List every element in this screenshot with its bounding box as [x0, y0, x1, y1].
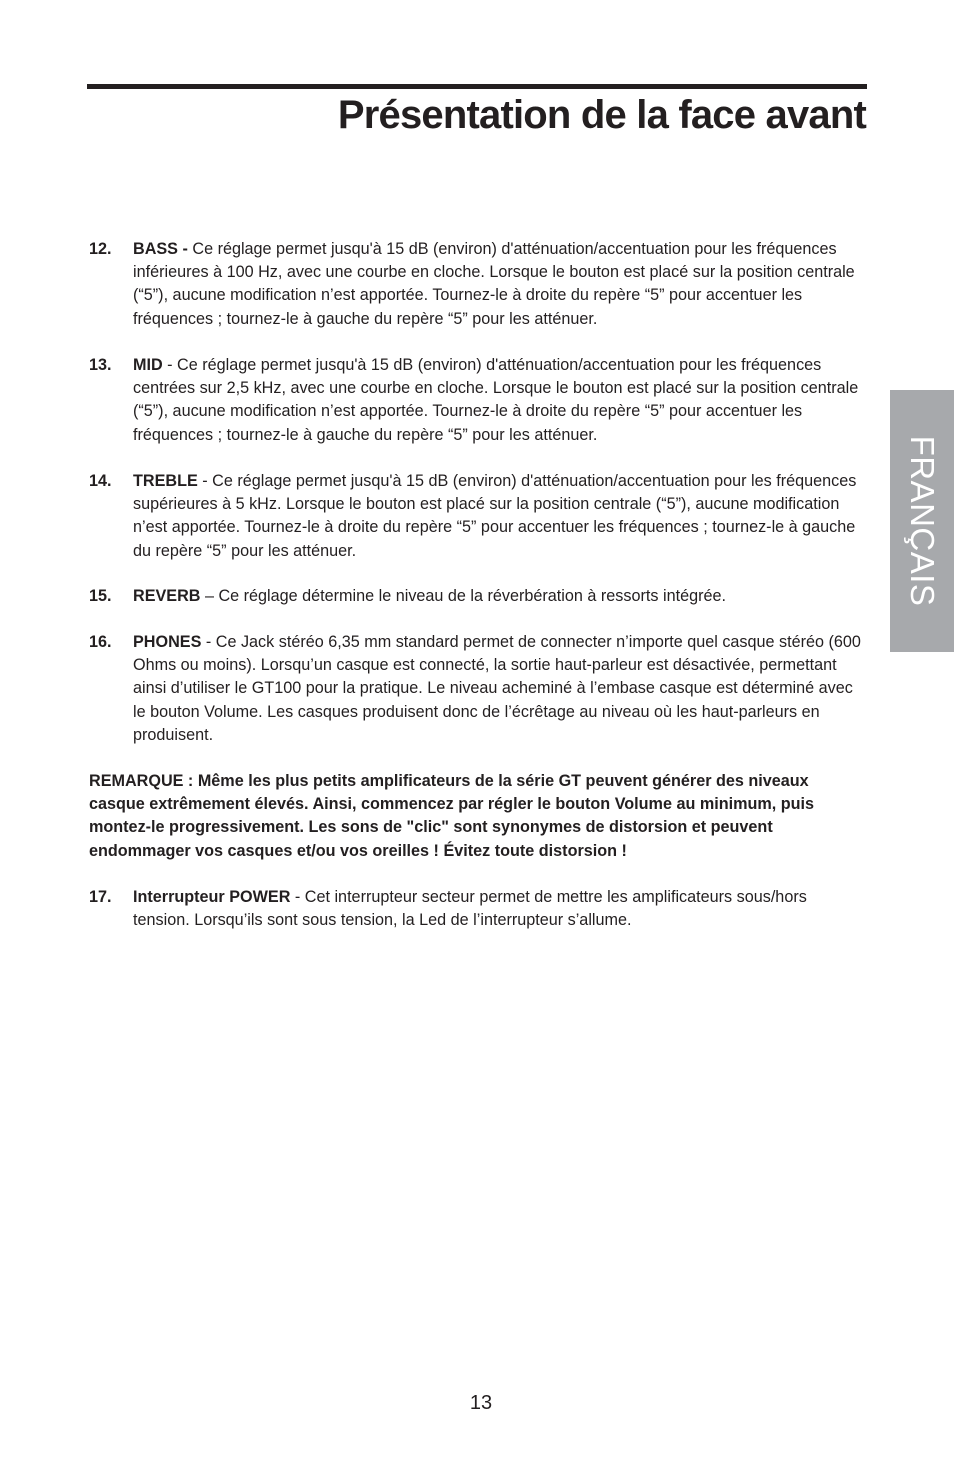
item-term: REVERB: [133, 587, 201, 605]
list-item-phones: [89, 631, 867, 747]
item-number: 15.: [89, 587, 112, 605]
item-body: [133, 238, 867, 331]
item-term: PHONES: [133, 633, 202, 651]
item-text: – Ce réglage détermine le niveau de la réverbération à ressorts intégrée.: [200, 587, 726, 605]
header-rule: [87, 84, 867, 89]
warning-note: REMARQUE : Même les plus petits amplificateurs de la série GT peuvent générer des niveaux casque extrêmement élevés. Ainsi, commencez par régler le bouton Volume au minimum, puis montez-le progressivement. Les sons de "clic" sont synonymes de distorsion et peuvent endommager vos casques et/ou vos oreilles ! Évitez toute distorsion !: [89, 772, 815, 860]
list-item-power: [89, 886, 867, 932]
item-body: [133, 631, 867, 747]
item-text: - Ce Jack stéréo 6,35 mm standard permet de connecter n’importe quel casque stéréo (600 Ohms ou moins). Lorsqu’un casque est connecté, la sortie haut-parleur est désactivée, permettant ainsi d’utiliser le GT100 pour la pratique. Le niveau acheminé à l’embase casque est déterminé avec le bouton Volume. Les casques produisent donc de l’écrêtage au niveau où les haut-parleurs en produisent.: [133, 633, 861, 744]
list-item-treble: [89, 470, 867, 563]
item-text: - Cet interrupteur secteur permet de mettre les amplificateurs sous/hors tension. Lorsqu’ils sont sous tension, la Led de l’interrupteur s’allume.: [133, 888, 807, 930]
page-title: Présentation de la face avant: [337, 93, 866, 137]
list-item-bass: [89, 238, 867, 331]
item-term: TREBLE: [133, 472, 198, 490]
item-text: - Ce réglage permet jusqu'à 15 dB (environ) d'atténuation/accentuation pour les fréquences supérieures à 5 kHz. Lorsque le bouton est placé sur la position centrale (“5”), aucune modification n’est apportée. Tournez-le à droite du repère “5” pour accentuer les fréquences ; tournez-le à gauche du repère “5” pour les atténuer.: [133, 472, 857, 560]
page-number: 13: [469, 1392, 493, 1414]
item-term: MID: [133, 356, 163, 374]
item-body: [133, 886, 867, 932]
list-item-mid: [89, 354, 867, 447]
item-body: [133, 470, 867, 563]
item-body: [133, 585, 867, 608]
item-text: Ce réglage permet jusqu'à 15 dB (environ) d'atténuation/accentuation pour les fréquences inférieures à 100 Hz, avec une courbe en cloche. Lorsque le bouton est placé sur la position centrale (“5”), aucune modification n’est apportée. Tournez-le à droite du repère “5” pour accentuer les fréquences ; tournez-le à gauche du repère “5” pour les atténuer.: [133, 240, 855, 328]
item-term: Interrupteur POWER: [133, 888, 291, 906]
language-tab-label: FRANÇAIS: [904, 435, 941, 607]
item-number: 12.: [89, 240, 112, 258]
list-item-reverb: [89, 585, 867, 608]
item-number: 14.: [89, 472, 112, 490]
item-body: [133, 354, 867, 447]
item-number: 16.: [89, 633, 112, 651]
item-term: BASS -: [133, 240, 188, 258]
item-number: 17.: [89, 888, 112, 906]
item-text: - Ce réglage permet jusqu'à 15 dB (environ) d'atténuation/accentuation pour les fréquences centrées sur 2,5 kHz, avec une courbe en cloche. Lorsque le bouton est placé sur la position centrale (“5”), aucune modification n’est apportée. Tournez-le à droite du repère “5” pour accentuer les fréquences ; tournez-le à gauche du repère “5” pour les atténuer.: [133, 356, 859, 444]
language-tab: [890, 390, 954, 652]
item-number: 13.: [89, 356, 112, 374]
